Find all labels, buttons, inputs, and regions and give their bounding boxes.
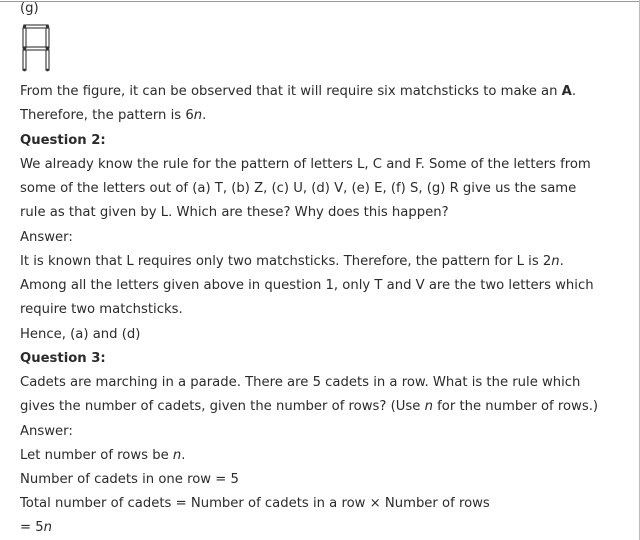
text-line: Number of cadets in one row = 5 bbox=[20, 472, 239, 487]
text-line: gives the number of cadets, given the number of rows? (Use n for the number of rows.) bbox=[20, 399, 599, 414]
text-line: = 5n bbox=[20, 520, 52, 535]
text-line: Cadets are marching in a parade. There are 5 cadets in a row. What is the rule which bbox=[20, 375, 581, 390]
text-line: rule as that given by L. Which are these? Why does this happen? bbox=[20, 205, 449, 220]
text-line: We already know the rule for the pattern of letters L, C and F. Some of the letters from bbox=[20, 157, 591, 172]
matchstick-letter-a-figure bbox=[21, 23, 51, 75]
text-line: Therefore, the pattern is 6n. bbox=[20, 108, 207, 123]
text-line: Let number of rows be n. bbox=[20, 448, 186, 463]
letter-a-bold: A bbox=[561, 84, 572, 99]
text-line: Among all the letters given above in question 1, only T and V are the two letters which bbox=[20, 278, 594, 293]
matchstick-right-upper bbox=[46, 28, 49, 48]
text-line: require two matchsticks. bbox=[20, 302, 183, 317]
text-line: Hence, (a) and (d) bbox=[20, 327, 141, 342]
text-line: Total number of cadets = Number of cadets in a row × Number of rows bbox=[20, 496, 490, 511]
matchstick-right-lower bbox=[46, 50, 49, 70]
matchstick-top bbox=[24, 25, 48, 28]
matchstick-middle bbox=[24, 47, 48, 50]
matchstick-left-lower bbox=[23, 50, 26, 70]
figure-label: (g) bbox=[20, 1, 39, 16]
text-line: From the figure, it can be observed that it will require six matchsticks to make an A. bbox=[20, 84, 577, 99]
matchstick-left-upper bbox=[23, 28, 26, 48]
answer-label: Answer: bbox=[20, 230, 73, 245]
question-3-heading: Question 3: bbox=[20, 351, 106, 366]
answer-label: Answer: bbox=[20, 424, 73, 439]
text-line: some of the letters out of (a) T, (b) Z, (c) U, (d) V, (e) E, (f) S, (g) R give us the same bbox=[20, 181, 577, 196]
text-line: It is known that L requires only two matchsticks. Therefore, the pattern for L is 2n. bbox=[20, 254, 564, 269]
question-2-heading: Question 2: bbox=[20, 133, 106, 148]
top-border bbox=[0, 1, 640, 2]
